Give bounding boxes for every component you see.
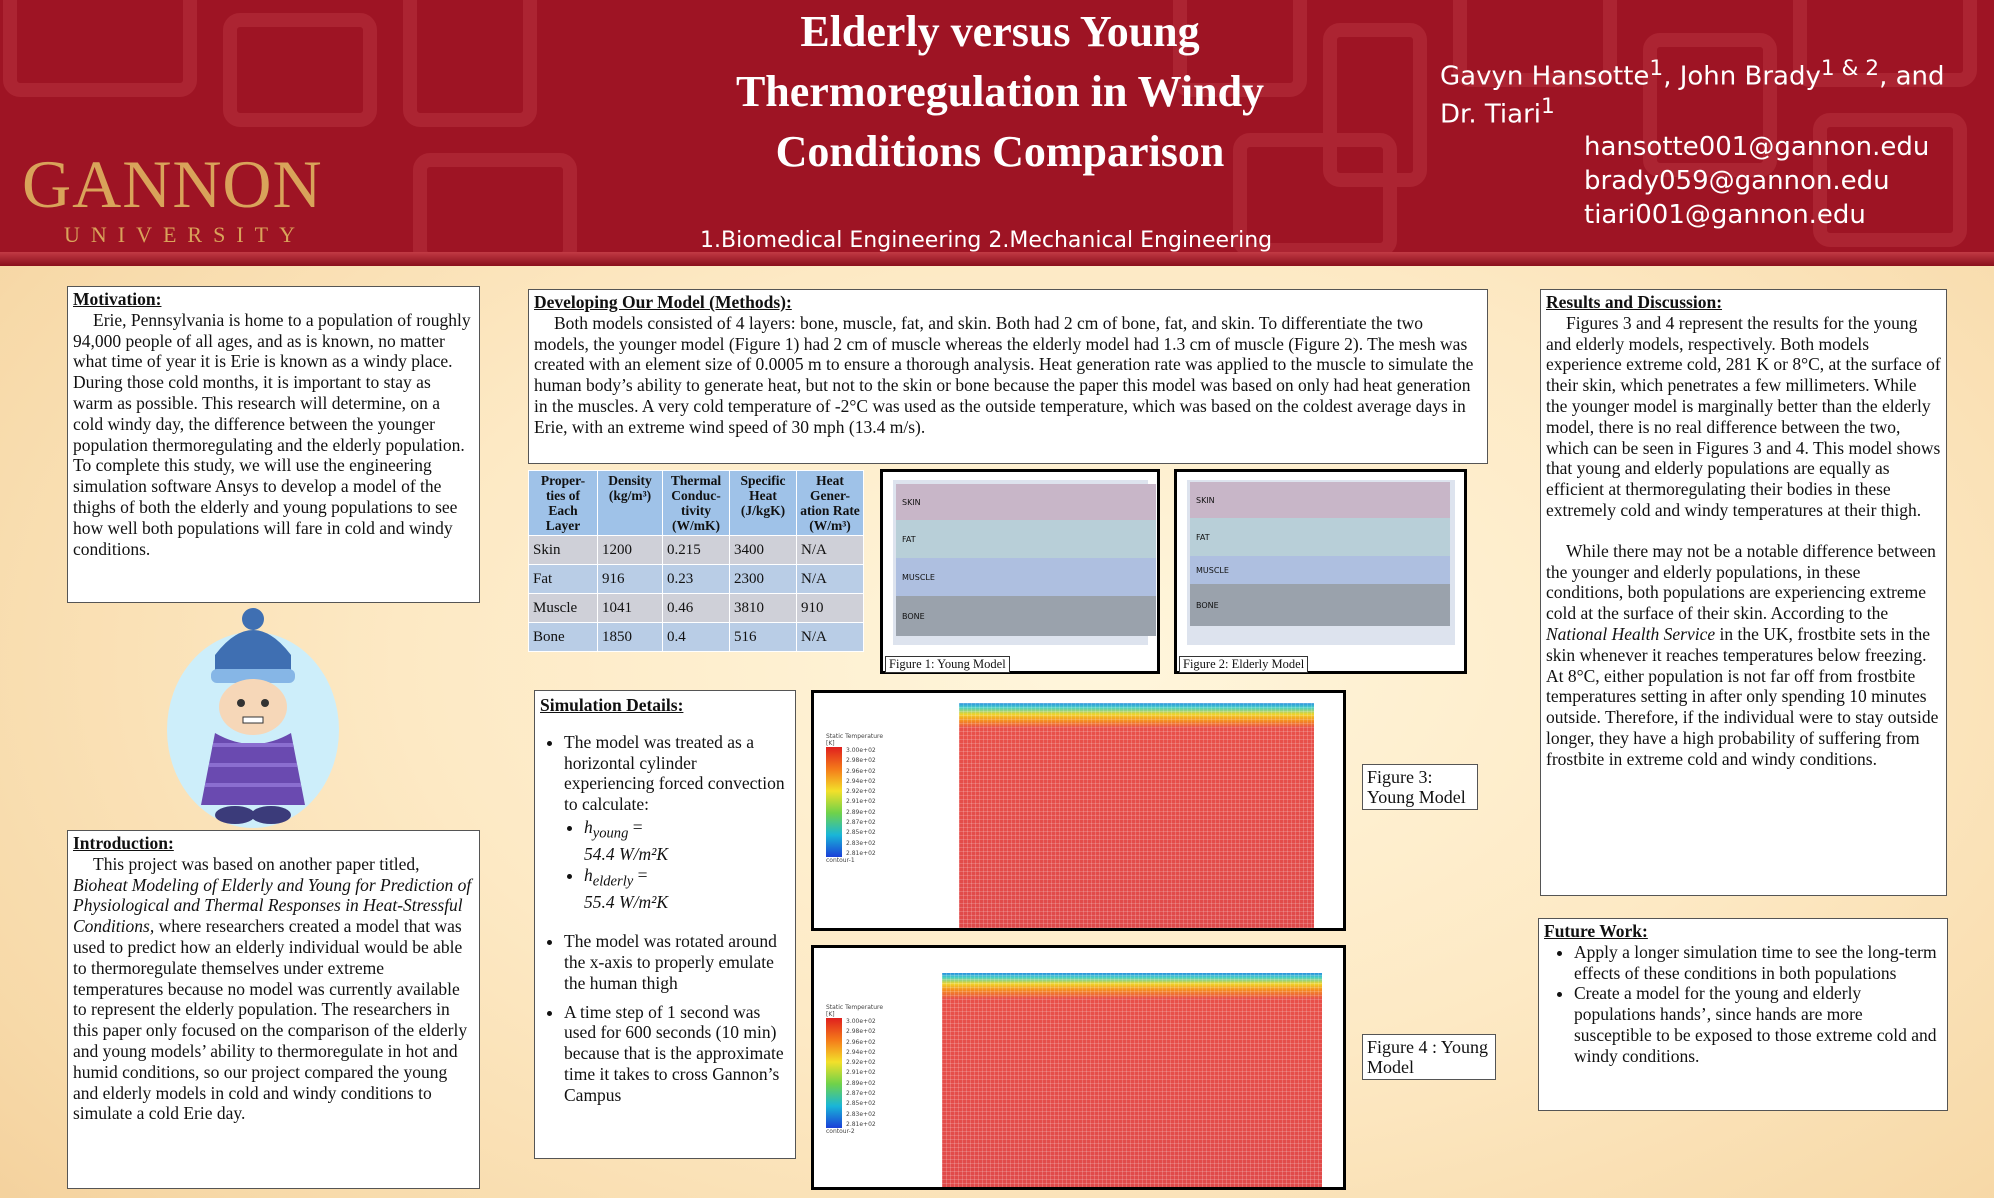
- legend-tick: 2.92e+02: [846, 788, 876, 796]
- legend-tick: 2.81e+02: [846, 849, 876, 857]
- layer-bone: [1190, 584, 1450, 626]
- legend-footer: contour-1: [826, 857, 855, 864]
- section-heading: Future Work:: [1544, 921, 1648, 941]
- figure-3-temperature-contour: [811, 690, 1346, 931]
- layer-fat: [896, 520, 1156, 558]
- table-header: Density (kg/m³): [598, 471, 663, 536]
- symbol-subscript: elderly: [592, 873, 634, 890]
- legend-tick: 2.91e+02: [846, 798, 876, 806]
- table-cell: N/A: [797, 565, 864, 594]
- affiliation-mark: 1: [1541, 93, 1555, 119]
- layer-muscle: [1190, 556, 1450, 584]
- table-cell: Skin: [529, 536, 598, 565]
- poster-title: [640, 2, 1360, 182]
- methods-box: [528, 289, 1488, 464]
- table-cell: Muscle: [529, 594, 598, 623]
- title-line: Conditions Comparison: [775, 127, 1225, 176]
- table-row: [529, 594, 864, 623]
- departments: 1.Biomedical Engineering 2.Mechanical Engineering: [700, 228, 1273, 253]
- table-cell: 0.215: [663, 536, 730, 565]
- legend-tick: 2.89e+02: [846, 808, 876, 816]
- motivation-box: [67, 286, 480, 603]
- email-link[interactable]: brady059@gannon.edu: [1584, 166, 1890, 196]
- methods-text: Both models consisted of 4 layers: bone, muscle, fat, and skin. Both had 2 cm of bone, fat, and skin. To differentiate the two models, the younger model (Figure 1) had 2 cm of muscle whereas the elderly model had 1.3 cm of muscle (Figure 2). The mesh was created with an element size of 0.0005 m to ensure a thorough analysis. Heat generation rate was applied to the muscle to simulate the human body’s ability to generate heat, but not to the skin or bone because the paper this model was based on only had heat generation in the muscles. A very cold temperature of -2°C was used as the outside temperature, which was based on the coldest average days in Erie, with an extreme wind speed of 30 mph (13.4 m/s).: [534, 312, 1474, 437]
- section-heading: Simulation Details:: [540, 695, 684, 715]
- h-elderly-value: 55.4 W/m²K: [584, 892, 668, 913]
- figure-3-label: Figure 3: Young Model: [1362, 764, 1478, 810]
- legend-tick: 2.85e+02: [846, 829, 876, 837]
- results-box: [1540, 289, 1947, 896]
- table-cell: 2300: [730, 565, 797, 594]
- legend-tick: 2.94e+02: [846, 777, 876, 785]
- list-item: [584, 817, 790, 865]
- author-name: Gavyn Hansotte: [1440, 61, 1650, 92]
- motivation-text: Erie, Pennsylvania is home to a population of roughly 94,000 people of all ages, and as is known, no matter what time of year it is Erie is known as a windy place. During those cold months, it is important to stay as warm as possible. This research will determine, on a cold windy day, the difference between the younger population thermoregulating and the elderly population. To complete this study, we will use the engineering simulation software Ansys to develop a model of the thighs of both the elderly and young populations to see how well both populations will fare in cold and windy conditions.: [73, 309, 471, 559]
- legend-tick: 2.98e+02: [846, 757, 876, 765]
- legend-unit: [K]: [826, 1011, 835, 1018]
- logo-subtitle: UNIVERSITY: [64, 222, 306, 247]
- section-heading: Developing Our Model (Methods):: [534, 292, 792, 312]
- table-row: [529, 623, 864, 652]
- figure-4-temperature-contour: [811, 945, 1346, 1190]
- affiliation-mark: 1 & 2: [1820, 56, 1880, 81]
- section-heading: Introduction:: [73, 833, 174, 853]
- legend-tick: 2.94e+02: [846, 1048, 876, 1056]
- figure-4-label: Figure 4 : Young Model: [1362, 1034, 1496, 1080]
- table-cell: N/A: [797, 536, 864, 565]
- equals-sign: =: [633, 865, 648, 886]
- layer-label: FAT: [902, 534, 916, 544]
- text-run: in the UK, frostbite sets in the skin whenever it reaches temperatures below freezing. At 8°C, either population is not far off from frostbite temperatures setting in after only spending 10 minutes outside. Therefore, if the individual were to stay outside longer, they have a high probability of suffering from frostbite in extreme cold and windy conditions.: [1546, 623, 1939, 769]
- section-heading: Results and Discussion:: [1546, 292, 1723, 312]
- legend-tick: 2.92e+02: [846, 1059, 876, 1067]
- table-row: [529, 565, 864, 594]
- layer-label: BONE: [902, 611, 925, 621]
- list-item: [584, 865, 790, 913]
- results-paragraph-1: Figures 3 and 4 represent the results for the young and elderly models, respectively. Both models experience extreme cold, 281 K or 8°C, at the surface of their skin, which penetrates a few millimeters. While the younger model is marginally better than the elderly model, there is no real difference between the two, which can be seen in Figures 3 and 4. This model shows that young and elderly populations are equally as efficient at thermoregulating their bodies in these extremely cold and windy temperatures at their thigh.: [1546, 312, 1941, 520]
- layer-label: SKIN: [1196, 495, 1215, 505]
- legend-colorbar: [826, 1018, 842, 1128]
- text-run: While there may not be a notable difference between the younger and elderly populations, in these conditions, both populations are experiencing extreme cold at the surface of their skin. According to the: [1546, 540, 1936, 624]
- table-cell: 516: [730, 623, 797, 652]
- list-item: • Create a model for the young and elderly populations hands’, since hands are more susceptible to be exposed to those extreme cold and windy conditions.: [1574, 983, 1942, 1066]
- list-item: • Apply a longer simulation time to see the long-term effects of these conditions in both populations: [1574, 942, 1942, 984]
- layer-label: SKIN: [902, 497, 921, 507]
- future-work-box: [1538, 918, 1948, 1111]
- table-cell: N/A: [797, 623, 864, 652]
- legend-footer: contour-2: [826, 1128, 855, 1135]
- author-separator: , and: [1879, 61, 1945, 92]
- figure-caption: Figure 2: Elderly Model: [1179, 656, 1308, 673]
- table-cell: 0.46: [663, 594, 730, 623]
- bullet-text: The model was treated as a horizontal cylinder experiencing forced convection to calculate:: [564, 731, 785, 815]
- text-run: where researchers created a model that was used to predict how an elderly individual would be able to thermoregulate themselves under extreme temperatures because no model was currently available to represent the elderly population. The researchers in this paper only focused on the comparison of the elderly and young models’ ability to thermoregulate in hot and humid conditions, so our project compared the young and elderly models in cold and windy conditions to simulate a cold Erie day.: [73, 916, 468, 1124]
- table-cell: 1850: [598, 623, 663, 652]
- layer-skin: [896, 484, 1156, 520]
- email-link[interactable]: tiari001@gannon.edu: [1584, 200, 1866, 230]
- university-logo: [22, 146, 323, 248]
- legend-tick: 3.00e+02: [846, 1018, 876, 1025]
- legend-tick: 2.91e+02: [846, 1069, 876, 1077]
- section-heading: Motivation:: [73, 289, 162, 309]
- introduction-text: [73, 854, 474, 1124]
- legend-colorbar: [826, 747, 842, 857]
- author-name: Dr. Tiari: [1440, 99, 1542, 130]
- legend-tick: 2.85e+02: [846, 1100, 876, 1108]
- introduction-box: [67, 830, 480, 1189]
- table-row: [529, 536, 864, 565]
- table-cell: 3400: [730, 536, 797, 565]
- table-cell: 0.4: [663, 623, 730, 652]
- logo-wordmark: GANNON: [22, 146, 323, 222]
- results-paragraph-2: [1546, 541, 1941, 770]
- symbol-subscript: young: [592, 825, 629, 842]
- table-cell: 1041: [598, 594, 663, 623]
- color-legend: [826, 1004, 883, 1135]
- figure-1-young-model: [880, 469, 1160, 674]
- table-cell: Bone: [529, 623, 598, 652]
- title-line: Elderly versus Young: [800, 7, 1200, 56]
- legend-tick: 2.96e+02: [846, 767, 876, 775]
- symbol: h: [584, 816, 593, 837]
- figure-caption: Figure 1: Young Model: [885, 656, 1010, 673]
- cited-paper-title: Bioheat Modeling of Elderly and Young for Prediction of Physiological and Thermal Responses in Heat-Stressful Conditions,: [73, 874, 472, 937]
- legend-unit: [K]: [826, 740, 835, 747]
- legend-tick: 2.87e+02: [846, 819, 876, 827]
- legend-title: Static Temperature: [826, 1004, 884, 1011]
- table-header: Specific Heat (J/kgK): [730, 471, 797, 536]
- material-properties-table: [528, 470, 864, 652]
- table-cell: 1200: [598, 536, 663, 565]
- layer-bone: [896, 596, 1156, 636]
- legend-tick: 2.81e+02: [846, 1120, 876, 1128]
- legend-tick: 3.00e+02: [846, 747, 876, 754]
- banner-stripe: [0, 252, 1994, 266]
- table-cell: 3810: [730, 594, 797, 623]
- h-young-value: 54.4 W/m²K: [584, 844, 668, 865]
- legend-tick: 2.89e+02: [846, 1079, 876, 1087]
- table-cell: 0.23: [663, 565, 730, 594]
- equals-sign: =: [628, 816, 643, 837]
- affiliation-mark: 1: [1649, 56, 1664, 81]
- title-line: Thermoregulation in Windy: [735, 67, 1265, 116]
- legend-tick: 2.83e+02: [846, 839, 876, 847]
- author-name: John Brady: [1679, 61, 1821, 92]
- text-run: This project was based on another paper titled,: [93, 853, 420, 874]
- layer-fat: [1190, 518, 1450, 556]
- legend-tick: 2.87e+02: [846, 1090, 876, 1098]
- layer-muscle: [896, 558, 1156, 596]
- list-item: • A time step of 1 second was used for 600 seconds (10 min) because that is the approximate time it takes to cross Gannon’s Campus: [564, 1002, 790, 1106]
- color-legend: [826, 733, 883, 864]
- table-header: Thermal Conduc-tivity (W/mK): [663, 471, 730, 536]
- list-item: • The model was rotated around the x-axis to properly emulate the human thigh: [564, 931, 790, 993]
- cold-person-illustration: [165, 605, 340, 830]
- authors: [1440, 54, 1990, 129]
- simulation-details-box: [534, 690, 796, 1159]
- table-cell: 916: [598, 565, 663, 594]
- figure-2-elderly-model: [1174, 469, 1467, 674]
- legend-tick: 2.96e+02: [846, 1038, 876, 1046]
- table-header: Heat Gener-ation Rate (W/m³): [797, 471, 864, 536]
- layer-label: MUSCLE: [902, 572, 935, 582]
- layer-label: FAT: [1196, 532, 1210, 542]
- layer-label: MUSCLE: [1196, 565, 1229, 575]
- legend-title: Static Temperature: [826, 733, 884, 740]
- table-header: Proper-ties of Each Layer: [529, 471, 598, 536]
- layer-label: BONE: [1196, 600, 1219, 610]
- email-list: [1584, 130, 1929, 232]
- email-link[interactable]: hansotte001@gannon.edu: [1584, 132, 1930, 162]
- simulation-bullets: [540, 732, 790, 1106]
- table-cell: Fat: [529, 565, 598, 594]
- layer-skin: [1190, 482, 1450, 518]
- author-separator: ,: [1663, 61, 1680, 92]
- legend-tick: 2.83e+02: [846, 1110, 876, 1118]
- symbol: h: [584, 865, 593, 886]
- list-item: [564, 732, 790, 913]
- future-work-list: [1544, 942, 1942, 1067]
- cited-source: National Health Service: [1546, 623, 1716, 644]
- table-cell: 910: [797, 594, 864, 623]
- legend-tick: 2.98e+02: [846, 1028, 876, 1036]
